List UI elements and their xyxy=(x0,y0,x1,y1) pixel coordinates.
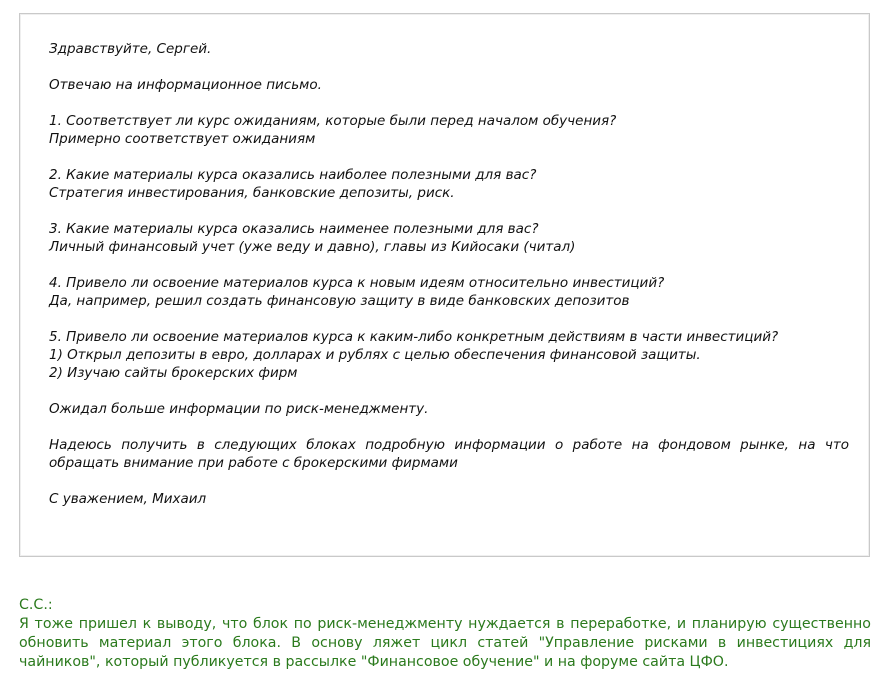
question-2: 2. Какие материалы курса оказались наиболее полезными для вас? xyxy=(49,167,537,183)
postscript-label: С.С.: xyxy=(19,597,53,613)
letter-greeting: Здравствуйте, Сергей. xyxy=(49,41,212,57)
letter-signoff: С уважением, Михаил xyxy=(49,491,207,507)
answer-3: Личный финансовый учет (уже веду и давно), главы из Кийосаки (читал) xyxy=(49,239,576,255)
letter-hope: Надеюсь получить в следующих блоках подробную информации о работе на фондовом рынке, на что обращать внимание при работе с брокерскими фирмами xyxy=(49,437,849,471)
postscript xyxy=(19,596,871,672)
question-5: 5. Привело ли освоение материалов курса к каким-либо конкретным действиям в части инвестиций? xyxy=(49,329,779,345)
letter-intro: Отвечаю на информационное письмо. xyxy=(49,77,322,93)
letter-body xyxy=(49,40,849,508)
letter-box xyxy=(19,13,870,557)
letter-expectation: Ожидал больше информации по риск-менеджменту. xyxy=(49,401,429,417)
answer-2: Стратегия инвестирования, банковские депозиты, риск. xyxy=(49,185,455,201)
answer-4: Да, например, решил создать финансовую защиту в виде банковских депозитов xyxy=(49,293,630,309)
question-3: 3. Какие материалы курса оказались наименее полезными для вас? xyxy=(49,221,539,237)
answer-5-line-2: 2) Изучаю сайты брокерских фирм xyxy=(49,365,298,381)
question-1: 1. Соответствует ли курс ожиданиям, которые были перед началом обучения? xyxy=(49,113,617,129)
question-4: 4. Привело ли освоение материалов курса к новым идеям относительно инвестиций? xyxy=(49,275,665,291)
postscript-body: Я тоже пришел к выводу, что блок по риск-менеджменту нуждается в переработке, и планирую существенно обновить материал этого блока. В основу ляжет цикл статей "Управление рисками в инвестициях для чайников", который публикуется в рассылке "Финансовое обучение" и на форуме сайта ЦФО. xyxy=(19,616,871,670)
answer-5-line-1: 1) Открыл депозиты в евро, долларах и рублях с целью обеспечения финансовой защиты. xyxy=(49,347,701,363)
answer-1: Примерно соответствует ожиданиям xyxy=(49,131,316,147)
